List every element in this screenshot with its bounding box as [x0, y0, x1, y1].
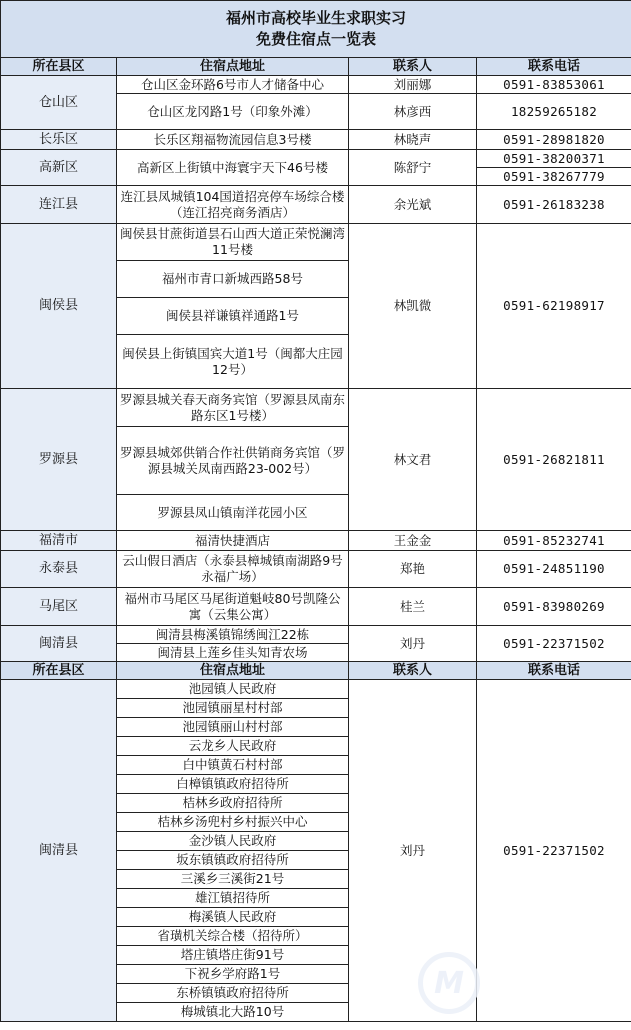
address-cell: 省璜机关综合楼（招待所） [117, 927, 349, 946]
contact-cell: 林晓声 [349, 130, 477, 150]
address-cell: 塔庄镇塔庄街91号 [117, 946, 349, 965]
phone-cell: 0591-83853061 [477, 76, 631, 94]
m-logo-icon: M [418, 952, 480, 1014]
phone-cell: 0591-24851190 [477, 551, 631, 588]
address-cell: 梅城镇北大路10号 [117, 1003, 349, 1022]
area-cell: 仓山区 [1, 76, 117, 130]
address-cell: 雄江镇招待所 [117, 889, 349, 908]
address-cell: 坂东镇镇政府招待所 [117, 851, 349, 870]
address-cell: 白中镇黄石村村部 [117, 756, 349, 775]
phone-cell: 0591-22371502 [477, 626, 631, 662]
contact-cell: 林凯微 [349, 224, 477, 389]
phone-cell: 0591-38200371 [477, 150, 631, 168]
table-row [1, 551, 631, 588]
header-row-2 [1, 662, 631, 680]
address-cell: 闽清县上莲乡佳头知青农场 [117, 644, 349, 662]
table-title [1, 1, 631, 58]
address-cell: 罗源县凤山镇南洋花园小区 [117, 495, 349, 531]
table-row [1, 76, 631, 94]
contact-cell: 桂兰 [349, 588, 477, 626]
address-cell: 闽侯县甘蔗街道昙石山西大道正荣悦澜湾11号楼 [117, 224, 349, 261]
address-cell: 福清快捷酒店 [117, 531, 349, 551]
address-cell: 三溪乡三溪街21号 [117, 870, 349, 889]
area-cell: 福清市 [1, 531, 117, 551]
address-cell: 闽侯县上街镇国宾大道1号（闽都大庄园12号） [117, 335, 349, 389]
area-cell: 长乐区 [1, 130, 117, 150]
header-area: 所在县区 [1, 662, 117, 680]
contact-cell: 林彦西 [349, 94, 477, 130]
phone-cell: 0591-85232741 [477, 531, 631, 551]
phone-cell: 0591-28981820 [477, 130, 631, 150]
address-cell: 白樟镇镇政府招待所 [117, 775, 349, 794]
address-cell: 高新区上街镇中海寰宇天下46号楼 [117, 150, 349, 186]
area-cell: 闽侯县 [1, 224, 117, 389]
table-row [1, 626, 631, 644]
address-cell: 长乐区翔福物流园信息3号楼 [117, 130, 349, 150]
address-cell: 云龙乡人民政府 [117, 737, 349, 756]
header-address: 住宿点地址 [117, 58, 349, 76]
table-row [1, 186, 631, 224]
address-cell: 下祝乡学府路1号 [117, 965, 349, 984]
phone-cell: 0591-26821811 [477, 389, 631, 531]
contact-cell: 王金金 [349, 531, 477, 551]
contact-cell: 郑艳 [349, 551, 477, 588]
area-cell: 闽清县 [1, 626, 117, 662]
phone-cell: 0591-83980269 [477, 588, 631, 626]
contact-cell: 余光斌 [349, 186, 477, 224]
area-cell: 高新区 [1, 150, 117, 186]
address-cell: 福州市马尾区马尾街道魁岐80号凯隆公寓（云集公寓） [117, 588, 349, 626]
area-cell: 罗源县 [1, 389, 117, 531]
table-row [1, 130, 631, 150]
address-cell: 池园镇丽山村村部 [117, 718, 349, 737]
phone-cell: 18259265182 [477, 94, 631, 130]
title-line-2: 免费住宿点一览表 [256, 30, 377, 48]
table-row [1, 224, 631, 261]
address-cell: 池园镇人民政府 [117, 680, 349, 699]
phone-cell: 0591-22371502 [477, 680, 631, 1022]
address-cell: 梅溪镇人民政府 [117, 908, 349, 927]
header-phone: 联系电话 [477, 662, 631, 680]
address-cell: 桔林乡政府招待所 [117, 794, 349, 813]
table-row [1, 389, 631, 427]
table-row [1, 680, 631, 699]
header-phone: 联系电话 [477, 58, 631, 76]
area-cell: 永泰县 [1, 551, 117, 588]
address-cell: 罗源县城郊供销合作社供销商务宾馆（罗源县城关凤南西路23-002号） [117, 427, 349, 495]
address-cell: 福州市青口新城西路58号 [117, 261, 349, 298]
header-address: 住宿点地址 [117, 662, 349, 680]
title-line-1: 福州市高校毕业生求职实习 [226, 9, 407, 27]
address-cell: 罗源县城关春天商务宾馆（罗源县凤南东路东区1号楼） [117, 389, 349, 427]
table-row [1, 150, 631, 168]
phone-cell: 0591-62198917 [477, 224, 631, 389]
address-cell: 云山假日酒店（永泰县樟城镇南湖路9号永福广场） [117, 551, 349, 588]
address-cell: 东桥镇镇政府招待所 [117, 984, 349, 1003]
contact-cell: 陈舒宁 [349, 150, 477, 186]
contact-cell: 刘丹 [349, 680, 477, 1022]
address-cell: 桔林乡汤兜村乡村振兴中心 [117, 813, 349, 832]
phone-cell: 0591-38267779 [477, 168, 631, 186]
table-row [1, 588, 631, 626]
phone-cell: 0591-26183238 [477, 186, 631, 224]
table-row [1, 531, 631, 551]
address-cell: 闽清县梅溪镇锦绣闽江22栋 [117, 626, 349, 644]
header-contact: 联系人 [349, 58, 477, 76]
area-cell: 连江县 [1, 186, 117, 224]
header-area: 所在县区 [1, 58, 117, 76]
address-cell: 连江县凤城镇104国道招亮停车场综合楼（连江招亮商务酒店） [117, 186, 349, 224]
header-contact: 联系人 [349, 662, 477, 680]
area-cell: 马尾区 [1, 588, 117, 626]
address-cell: 闽侯县祥谦镇祥通路1号 [117, 298, 349, 335]
contact-cell: 刘丽娜 [349, 76, 477, 94]
address-cell: 池园镇丽星村村部 [117, 699, 349, 718]
contact-cell: 林文君 [349, 389, 477, 531]
address-cell: 仓山区龙冈路1号（印象外滩） [117, 94, 349, 130]
area-cell: 闽清县 [1, 680, 117, 1022]
contact-cell: 刘丹 [349, 626, 477, 662]
address-cell: 金沙镇人民政府 [117, 832, 349, 851]
address-cell: 仓山区金环路6号市人才储备中心 [117, 76, 349, 94]
header-row [1, 58, 631, 76]
